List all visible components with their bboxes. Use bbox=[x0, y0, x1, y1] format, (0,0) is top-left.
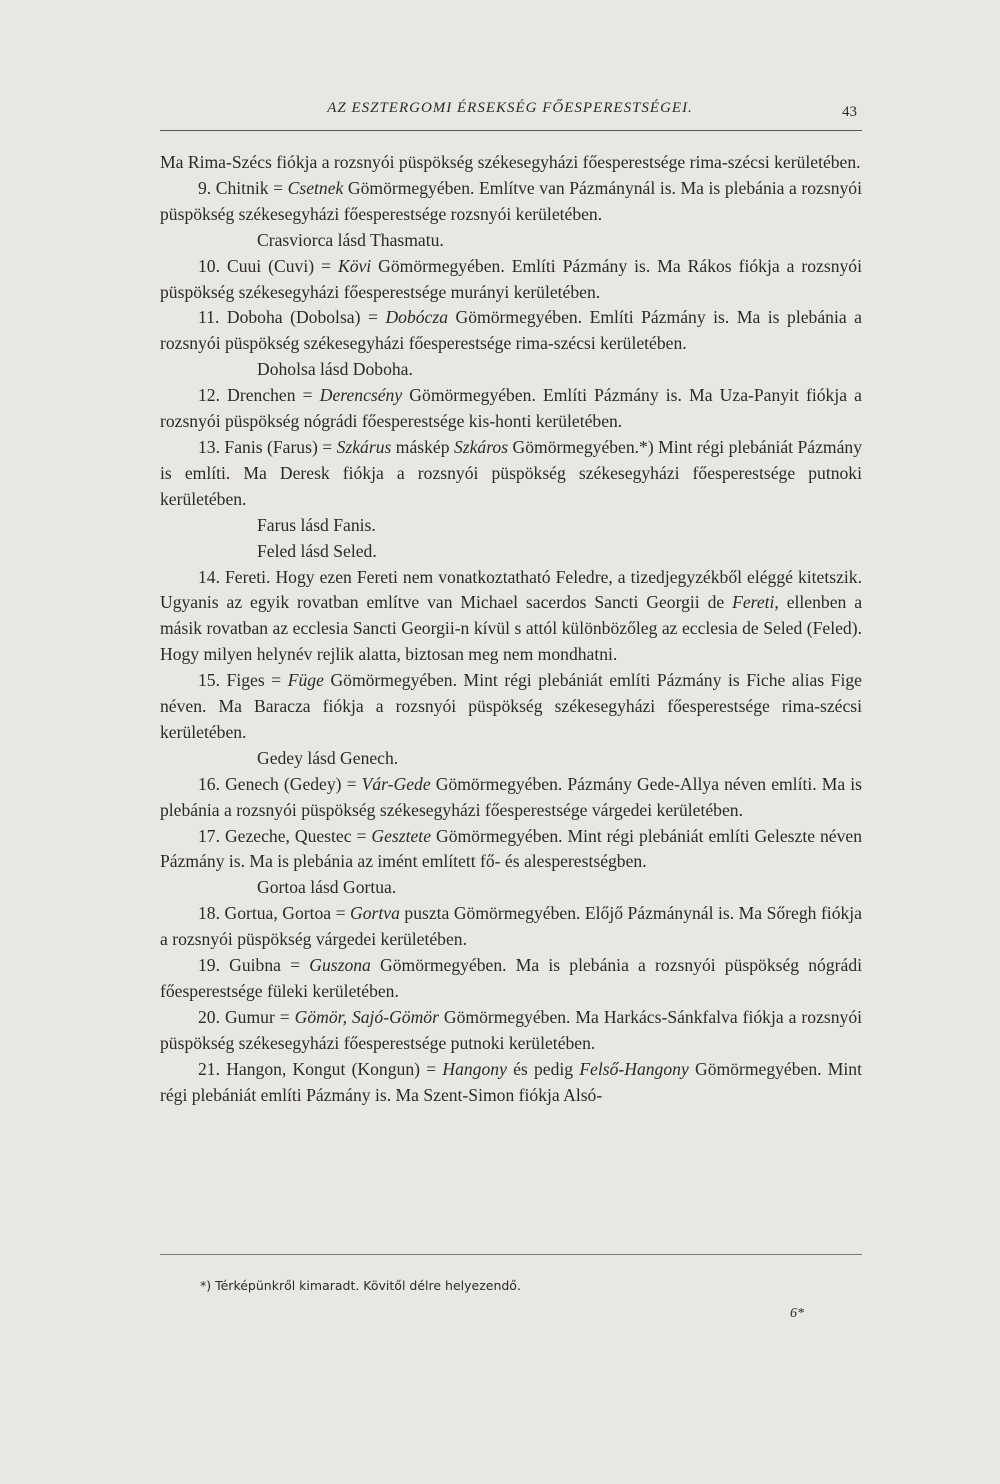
text-run: Feled lásd Seled. bbox=[257, 540, 377, 561]
text-run: máskép bbox=[391, 436, 454, 457]
place-name-italic: Vár-Gede bbox=[361, 773, 431, 794]
cross-reference bbox=[160, 746, 862, 772]
text-run: Gortoa lásd Gortua. bbox=[257, 877, 397, 898]
text-run: Gömörmegyében. Pázmány Gede-Allya néven említi. Ma is plebánia a rozsnyói püspökség székesegyházi főesperestsége várgedei kerületében. bbox=[160, 773, 862, 820]
place-name-italic: Gesztete bbox=[371, 825, 432, 846]
place-name-italic: Guszona bbox=[309, 955, 371, 976]
place-name-italic: Gömör, Sajó-Gömör bbox=[294, 1006, 439, 1027]
gazetteer-entry bbox=[160, 953, 862, 1005]
text-run: 19. Guibna = bbox=[198, 955, 310, 976]
text-run: Gömörmegyében. Mint régi plebániát említi Geleszte néven Pázmány is. Ma is plebánia az imént említett fő- és alesperestségben. bbox=[160, 825, 862, 872]
text-run: 13. Fanis (Farus) = bbox=[198, 436, 337, 457]
page-number: 43 bbox=[842, 104, 857, 120]
place-name-italic: Hangony bbox=[442, 1058, 507, 1079]
gazetteer-entry bbox=[160, 901, 862, 953]
place-name-italic: Füge bbox=[287, 670, 324, 691]
place-name-italic: Szkáros bbox=[453, 436, 509, 457]
cross-reference bbox=[160, 513, 862, 539]
text-run: Gedey lásd Genech. bbox=[257, 747, 399, 768]
gazetteer-entry bbox=[160, 1005, 862, 1057]
text-run: 15. Figes = bbox=[198, 670, 288, 691]
place-name-italic: Fereti bbox=[732, 592, 775, 613]
text-run: Gömörmegyében. Említi Pázmány is. Ma is plebánia a rozsnyói püspökség székesegyházi főesperestsége rima-szécsi kerületében. bbox=[160, 307, 862, 354]
text-run: , ellenben a másik rovatban az ecclesia Sancti Georgii-n kívül s attól különbözőleg az ecclesia de Seled (Feled). Hogy milyen helynév rejlik alatta, biztosan meg nem mondhatni. bbox=[160, 592, 863, 665]
text-run: Gömörmegyében. Említi Pázmány is. Ma Uza-Panyit fiókja a rozsnyói püspökség nógrádi főesperestsége kis-honti kerületében. bbox=[160, 385, 862, 432]
text-run: 16. Genech (Gedey) = bbox=[198, 773, 362, 794]
place-name-italic: Gortva bbox=[350, 903, 400, 924]
text-run: Gömörmegyében. Említve van Pázmánynál is. Ma is plebánia a rozsnyói püspökség székesegyházi főesperestsége rozsnyói kerületében. bbox=[160, 177, 862, 224]
text-run: Farus lásd Fanis. bbox=[257, 514, 376, 535]
text-run: Doholsa lásd Doboha. bbox=[257, 359, 413, 380]
cross-reference bbox=[160, 875, 862, 901]
place-name-italic: Csetnek bbox=[287, 177, 344, 198]
text-run: Ma Rima-Szécs fiókja a rozsnyói püspökség székesegyházi főesperestsége rima-szécsi kerületében. bbox=[160, 152, 861, 172]
gazetteer-entry bbox=[160, 668, 862, 746]
text-run: Gömörmegyében. Mint régi plebániát említi Pázmány is. Ma Szent-Simon fiókja Alsó- bbox=[160, 1058, 862, 1105]
place-name-italic: Szkárus bbox=[336, 436, 392, 457]
gazetteer-entry bbox=[160, 772, 862, 824]
gazetteer-entry bbox=[160, 1057, 862, 1109]
header-rule bbox=[160, 130, 862, 131]
text-run: Gömörmegyében.*) Mint régi plebániát Pázmány is említi. Ma Deresk fiókja a rozsnyói püspökség székesegyházi főesperestsége putnoki kerületében. bbox=[160, 436, 863, 509]
text-run: 11. Doboha (Dobolsa) = bbox=[198, 307, 386, 328]
text-run: Gömörmegyében. Ma is plebánia a rozsnyói püspökség nógrádi főesperestsége füleki kerületében. bbox=[160, 955, 863, 1001]
footnote: *) Térképünkről kimaradt. Kövitől délre helyezendő. bbox=[200, 1278, 521, 1293]
text-run: puszta Gömörmegyében. Előjő Pázmánynál is. Ma Sőregh fiókja a rozsnyói püspökség várgedei kerületében. bbox=[160, 903, 862, 950]
signature-mark: 6* bbox=[790, 1306, 804, 1321]
text-run: Gömörmegyében. Említi Pázmány is. Ma Rákos fiókja a rozsnyói püspökség székesegyházi főesperestsége murányi kerületében. bbox=[160, 255, 862, 302]
text-run: Gömörmegyében. Ma Harkács-Sánkfalva fiókja a rozsnyói püspökség székesegyházi főesperestsége putnoki kerületében. bbox=[160, 1006, 863, 1053]
place-name-italic: Dobócza bbox=[385, 307, 449, 328]
text-run: 14. Fereti. Hogy ezen Fereti nem vonatkoztatható Feledre, a tizedjegyzékből eléggé kitetszik. Ugyanis az egyik rovatban említve van Michael sacerdos Sancti Georgii de bbox=[160, 566, 862, 613]
text-run: 9. Chitnik = bbox=[198, 177, 288, 198]
paragraph-continuation bbox=[160, 150, 862, 176]
text-run: 21. Hangon, Kongut (Kongun) = bbox=[198, 1058, 443, 1079]
gazetteer-entry bbox=[160, 383, 862, 435]
gazetteer-entry bbox=[160, 305, 862, 357]
text-run: 18. Gortua, Gortoa = bbox=[198, 903, 351, 924]
gazetteer-entry bbox=[160, 176, 862, 228]
text-run: és pedig bbox=[506, 1058, 580, 1079]
text-run: 10. Cuui (Cuvi) = bbox=[198, 255, 338, 276]
cross-reference bbox=[160, 539, 862, 565]
cross-reference bbox=[160, 357, 862, 383]
place-name-italic: Derencsény bbox=[319, 385, 403, 406]
gazetteer-entry bbox=[160, 824, 862, 876]
text-run: Gömörmegyében. Mint régi plebániát említi Pázmány is Fiche alias Fige néven. Ma Baracza fiókja a rozsnyói püspökség székesegyházi főesperestsége rima-szécsi kerületében. bbox=[160, 670, 862, 742]
body-text bbox=[160, 150, 862, 1109]
gazetteer-entry bbox=[160, 254, 862, 306]
gazetteer-entry bbox=[160, 435, 862, 513]
text-run: Crasviorca lásd Thasmatu. bbox=[257, 229, 444, 250]
text-run: 17. Gezeche, Questec = bbox=[198, 825, 372, 846]
cross-reference bbox=[160, 228, 862, 254]
running-title: AZ ESZTERGOMI ÉRSEKSÉG FŐESPERESTSÉGEI. bbox=[327, 100, 693, 116]
footnote-rule bbox=[160, 1254, 862, 1255]
text-run: 20. Gumur = bbox=[198, 1006, 295, 1027]
place-name-italic: Felső-Hangony bbox=[579, 1058, 689, 1079]
place-name-italic: Kövi bbox=[337, 255, 372, 276]
text-run: 12. Drenchen = bbox=[198, 385, 320, 406]
gazetteer-entry bbox=[160, 565, 862, 669]
